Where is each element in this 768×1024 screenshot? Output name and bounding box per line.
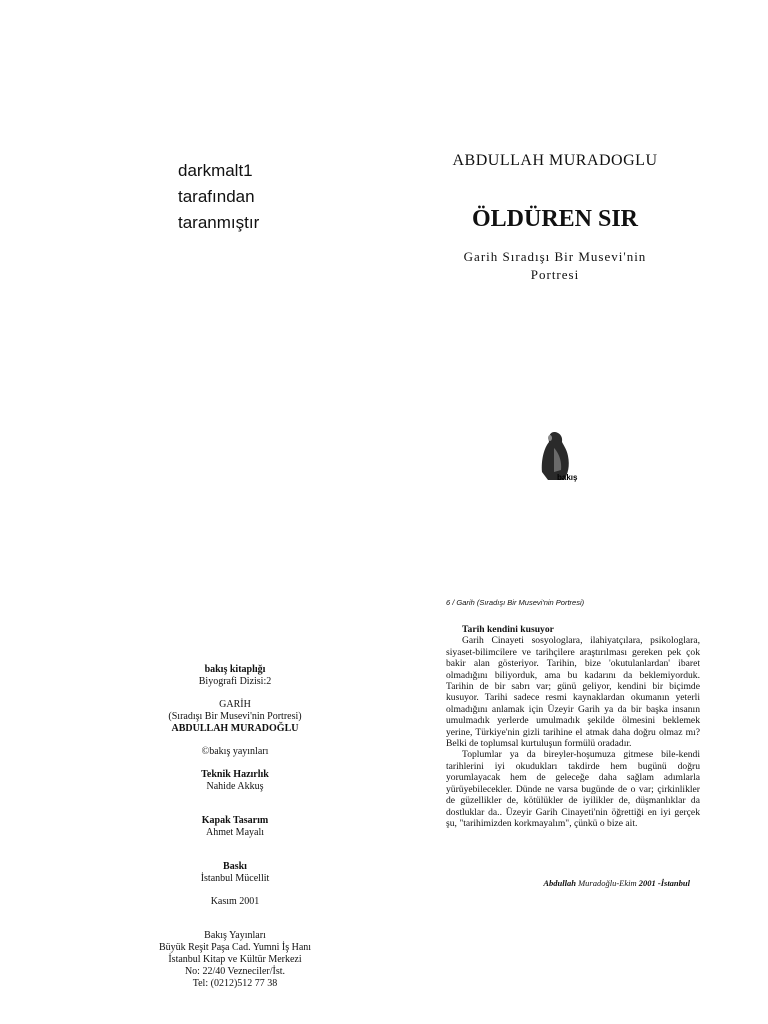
sign-year: 2001 (638, 878, 656, 888)
bakis-logo-icon (540, 428, 578, 484)
book-author: ABDULLAH MURADOĞLU (171, 723, 299, 734)
article-paragraph: Toplumlar ya da bireyler-hoşumuza gitmese bile-kendi tarihlerini iyi okudukları takdirde hem bugünü doğru yorumlayacak hem de geleceğe daha sağlam adımlarla yürüyebilecekler. Dünde ne varsa bugünde de o var; çirkinlikler de güzellikler de, kötülükler de iyilikler de, düşmanlıklar da dostluklar da.. Üzeyir Garih Cinayeti'nin öğrettiği en iyi gerçek şu, "tarihimizden korkmayalım", çünkü o bize ait. (446, 749, 700, 829)
print-name: İstanbul Mücellit (200, 873, 270, 884)
address-line: İstanbul Kitap ve Kültür Merkezi (168, 954, 302, 965)
sign-city: -İstanbul (657, 878, 690, 888)
article (446, 624, 700, 829)
cover-subtitle (440, 248, 670, 284)
sign-name: Abdullah (543, 878, 576, 888)
sign-mid: Muradoğlu-Ekim (578, 878, 637, 888)
scanner-note-line: darkmalt1 (178, 161, 253, 180)
subtitle-line: Garih Sıradışı Bir Musevi'nin (463, 249, 647, 264)
tech-name: Nahide Akkuş (206, 781, 264, 792)
colophon (140, 664, 330, 990)
address-line: Büyük Reşit Paşa Cad. Yumni İş Hanı (158, 942, 312, 953)
scanner-note-line: tarafından (178, 187, 255, 206)
article-heading: Tarih kendini kusuyor (462, 624, 554, 635)
address-line: No: 22/40 Vezneciler/İst. (184, 966, 286, 977)
subtitle-line: Portresi (530, 267, 580, 282)
scanner-note (178, 158, 318, 236)
article-paragraph: Garih Cinayeti sosyologlara, ilahiyatçılara, psikologlara, siyaset-bilimcilere ve tarihçilere araştırılması gereken pek çok bakir alan gösteriyor. Tarihin, bize 'okutulanlardan' ibaret olmadığını biliyorduk, ama bu kadarını da beklemiyorduk. Tarihin de bir sabrı var; günü geliyor, kendini bir biçimde kusuyor. Tarihi sadece resmi kaynaklardan okumanın yeterli olmadığını anlamak için Üzeyir Garih ya da bir başka insanın umulmadık yerlerde umulmadık şekilde ölmesini beklemek yerine, Türkiye'nin gizli tarihine el atmak daha doğru olmaz mı? Belki de toplumsal kurtuluşun formülü oradadır. (446, 635, 700, 750)
print-heading: Baskı (223, 861, 247, 872)
signature-line (446, 878, 690, 888)
book-title: GARİH (219, 699, 251, 710)
series-heading: bakış kitaplığı (204, 664, 266, 675)
cover-author: ABDULLAH MURADOGLU (452, 152, 658, 169)
telephone: Tel: (0212)512 77 38 (192, 978, 278, 989)
print-date: Kasım 2001 (210, 896, 260, 907)
running-head: 6 / Garih (Sıradışı Bir Musevi'nin Portresi) (446, 598, 585, 607)
scanner-note-line: taranmıştır (178, 213, 260, 232)
cover-title: ÖLDÜREN SIR (471, 206, 639, 232)
series-name: Biyografi Dizisi:2 (198, 676, 272, 687)
book-subtitle: (Sıradışı Bir Musevi'nin Portresi) (168, 711, 302, 722)
tech-heading: Teknik Hazırlık (201, 769, 269, 780)
cover-design-name: Ahmet Mayalı (205, 827, 265, 838)
copyright: ©bakış yayınları (201, 746, 269, 757)
publisher-name: Bakış Yayınları (204, 930, 266, 941)
cover-design-heading: Kapak Tasarım (201, 815, 269, 826)
svg-text:bakış: bakış (557, 473, 578, 482)
